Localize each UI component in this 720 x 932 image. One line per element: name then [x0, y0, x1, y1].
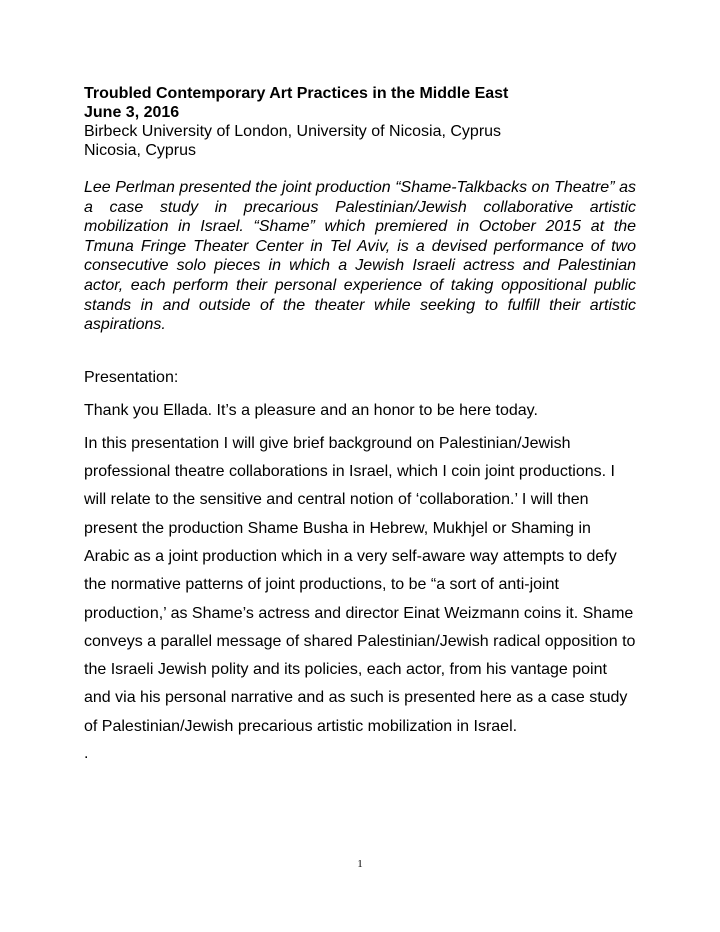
conference-location: Nicosia, Cyprus — [84, 142, 197, 159]
conference-institutions: Birbeck University of London, University of Nicosia, Cyprus — [84, 123, 502, 140]
trailing-mark: . — [84, 745, 89, 763]
body-paragraph: In this presentation I will give brief background on Palestinian/Jewish professional theatre collaborations in Israel, which I coin joint productions. I will relate to the sensitive and central notion of ‘collaboration.’ I will then present the production Shame Busha in Hebrew, Mukhjel or Shaming in Arabic as a joint production which in a very self-aware way attempts to defy the normative patterns of joint productions, to be “a sort of anti-joint production,’ as Shame’s actress and director Einat Weizmann coins it. Shame conveys a parallel message of shared Palestinian/Jewish radical opposition to the Israeli Jewish polity and its policies, each actor, from his vantage point and via his personal narrative and as such is presented here as a case study of Palestinian/Jewish precarious artistic mobilization in Israel. — [84, 434, 636, 735]
greeting-paragraph: Thank you Ellada. It’s a pleasure and an honor to be here today. — [84, 401, 538, 419]
conference-title: Troubled Contemporary Art Practices in the Middle East — [84, 85, 509, 102]
page-number: 1 — [357, 858, 363, 870]
abstract-paragraph: Lee Perlman presented the joint production “Shame-Talkbacks on Theatre” as a case study in precarious Palestinian/Jewish collaborative artistic mobilization in Israel. “Shame” which premiered in October 2015 at the Tmuna Fringe Theater Center in Tel Aviv, is a devised performance of two consecutive solo pieces in which a Jewish Israeli actress and Palestinian actor, each perform their personal experience of taking oppositional public stands in and outside of the theater while seeking to fulfill their artistic aspirations. — [84, 179, 636, 334]
page-content — [84, 84, 636, 767]
conference-date: June 3, 2016 — [84, 104, 180, 121]
presentation-label: Presentation: — [84, 368, 179, 386]
